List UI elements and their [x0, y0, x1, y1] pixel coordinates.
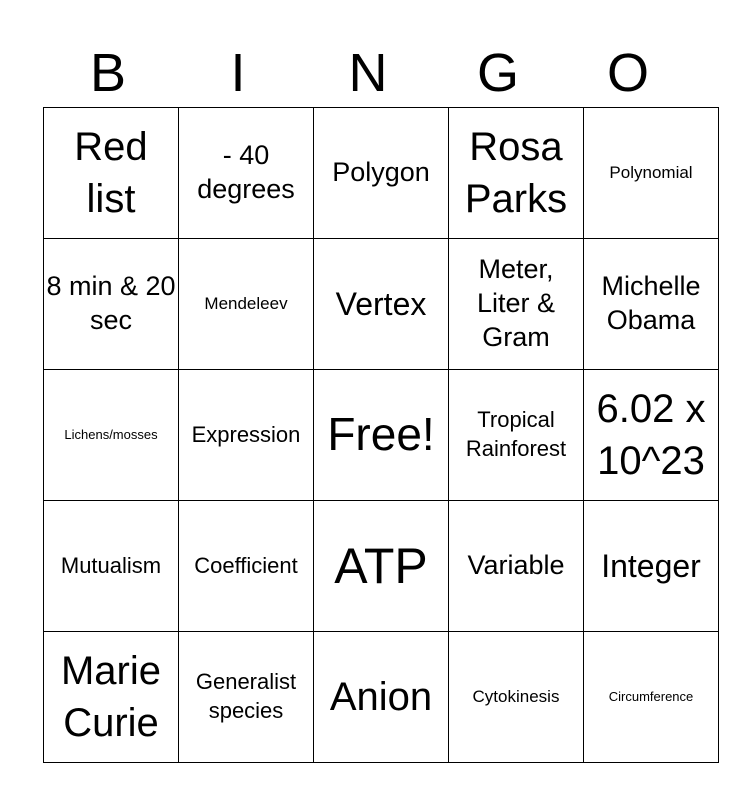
- board-row: [44, 108, 719, 239]
- bingo-cell[interactable]: Lichens/mosses: [44, 370, 179, 501]
- bingo-cell[interactable]: Red list: [44, 108, 179, 239]
- board-row: [44, 239, 719, 370]
- bingo-cell[interactable]: - 40 degrees: [179, 108, 314, 239]
- free-space[interactable]: Free!: [314, 370, 449, 501]
- bingo-cell[interactable]: Michelle Obama: [584, 239, 719, 370]
- bingo-cell[interactable]: Vertex: [314, 239, 449, 370]
- bingo-cell[interactable]: Circumference: [584, 632, 719, 763]
- bingo-cell[interactable]: 8 min & 20 sec: [44, 239, 179, 370]
- header-letter-i: I: [230, 43, 246, 103]
- bingo-cell[interactable]: Mutualism: [44, 501, 179, 632]
- bingo-cell[interactable]: 6.02 x 10^23: [584, 370, 719, 501]
- bingo-cell[interactable]: Marie Curie: [44, 632, 179, 763]
- bingo-cell[interactable]: Anion: [314, 632, 449, 763]
- bingo-cell[interactable]: Polygon: [314, 108, 449, 239]
- bingo-cell[interactable]: Variable: [449, 501, 584, 632]
- bingo-cell[interactable]: Mendeleev: [179, 239, 314, 370]
- bingo-cell[interactable]: Expression: [179, 370, 314, 501]
- bingo-cell[interactable]: Cytokinesis: [449, 632, 584, 763]
- bingo-cell[interactable]: Polynomial: [584, 108, 719, 239]
- board-row: [44, 501, 719, 632]
- bingo-header: [43, 40, 693, 106]
- bingo-board: [43, 107, 719, 763]
- board-row: [44, 632, 719, 763]
- bingo-cell[interactable]: Generalist species: [179, 632, 314, 763]
- board-row: [44, 370, 719, 501]
- header-letter-o: O: [606, 43, 649, 103]
- header-letter-b: B: [89, 43, 127, 103]
- bingo-cell[interactable]: Coefficient: [179, 501, 314, 632]
- bingo-cell[interactable]: Meter, Liter & Gram: [449, 239, 584, 370]
- bingo-cell[interactable]: Rosa Parks: [449, 108, 584, 239]
- bingo-cell[interactable]: Integer: [584, 501, 719, 632]
- header-letter-n: N: [348, 43, 388, 103]
- header-letter-g: G: [476, 43, 519, 103]
- bingo-cell[interactable]: Tropical Rainforest: [449, 370, 584, 501]
- bingo-cell[interactable]: ATP: [314, 501, 449, 632]
